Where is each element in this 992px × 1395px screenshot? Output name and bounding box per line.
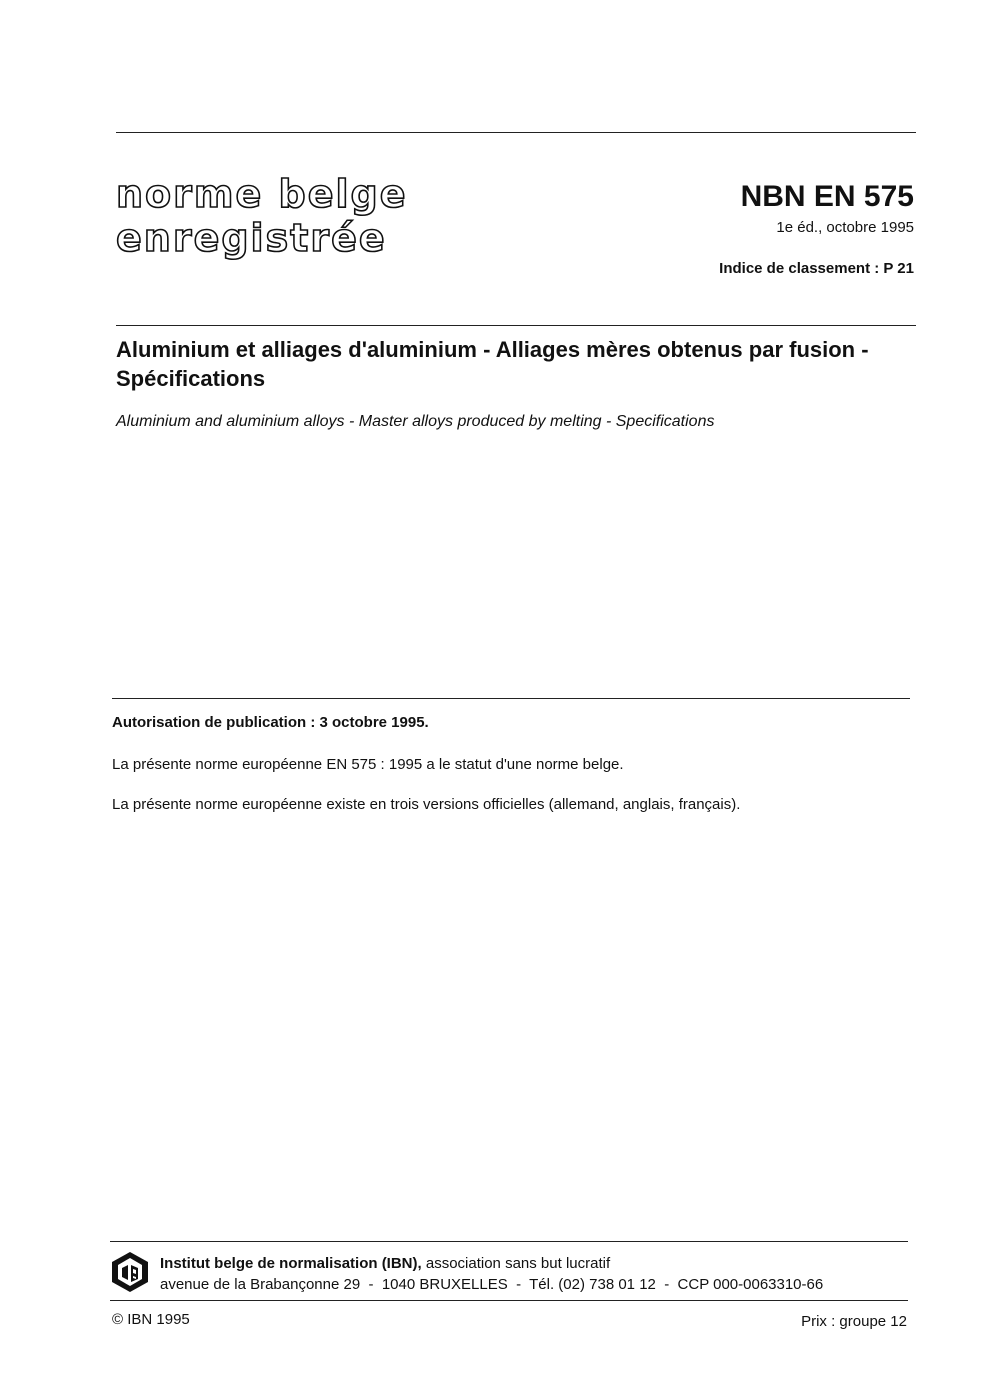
institute-description: association sans but lucratif xyxy=(421,1255,611,1272)
footer-bottom-rule xyxy=(110,1300,908,1301)
english-title: Aluminium and aluminium alloys - Master alloys produced by melting - Specifications xyxy=(116,413,715,430)
authorisation-date: Autorisation de publication : 3 octobre 1995. xyxy=(112,714,429,731)
document-type-title xyxy=(116,172,407,260)
classification-index: Indice de classement : P 21 xyxy=(719,260,914,277)
edition: 1e éd., octobre 1995 xyxy=(776,219,914,236)
versions-paragraph: La présente norme européenne existe en trois versions officielles (allemand, anglais, français). xyxy=(112,796,741,813)
copyright: © IBN 1995 xyxy=(112,1311,190,1328)
title-line-2: enregistrée xyxy=(116,216,387,261)
ibn-logo-icon xyxy=(108,1250,152,1294)
institute-info xyxy=(160,1253,823,1295)
institute-name: Institut belge de normalisation (IBN), xyxy=(160,1255,422,1272)
french-title: Aluminium et alliages d'aluminium - Alliages mères obtenus par fusion - Spécifications xyxy=(116,337,869,391)
top-rule xyxy=(116,132,916,133)
price-group: Prix : groupe 12 xyxy=(801,1313,907,1330)
title-rule xyxy=(116,325,916,326)
institute-address: avenue de la Brabançonne 29 - 1040 BRUXELLES - Tél. (02) 738 01 12 - CCP 000-0063310-66 xyxy=(160,1276,824,1293)
body-rule xyxy=(112,698,910,699)
status-paragraph: La présente norme européenne EN 575 : 1995 a le statut d'une norme belge. xyxy=(112,756,624,773)
institute-line xyxy=(160,1253,823,1274)
footer-rule xyxy=(110,1241,908,1242)
standard-number: NBN EN 575 xyxy=(740,180,914,213)
title-line-1: norme belge xyxy=(116,172,408,216)
